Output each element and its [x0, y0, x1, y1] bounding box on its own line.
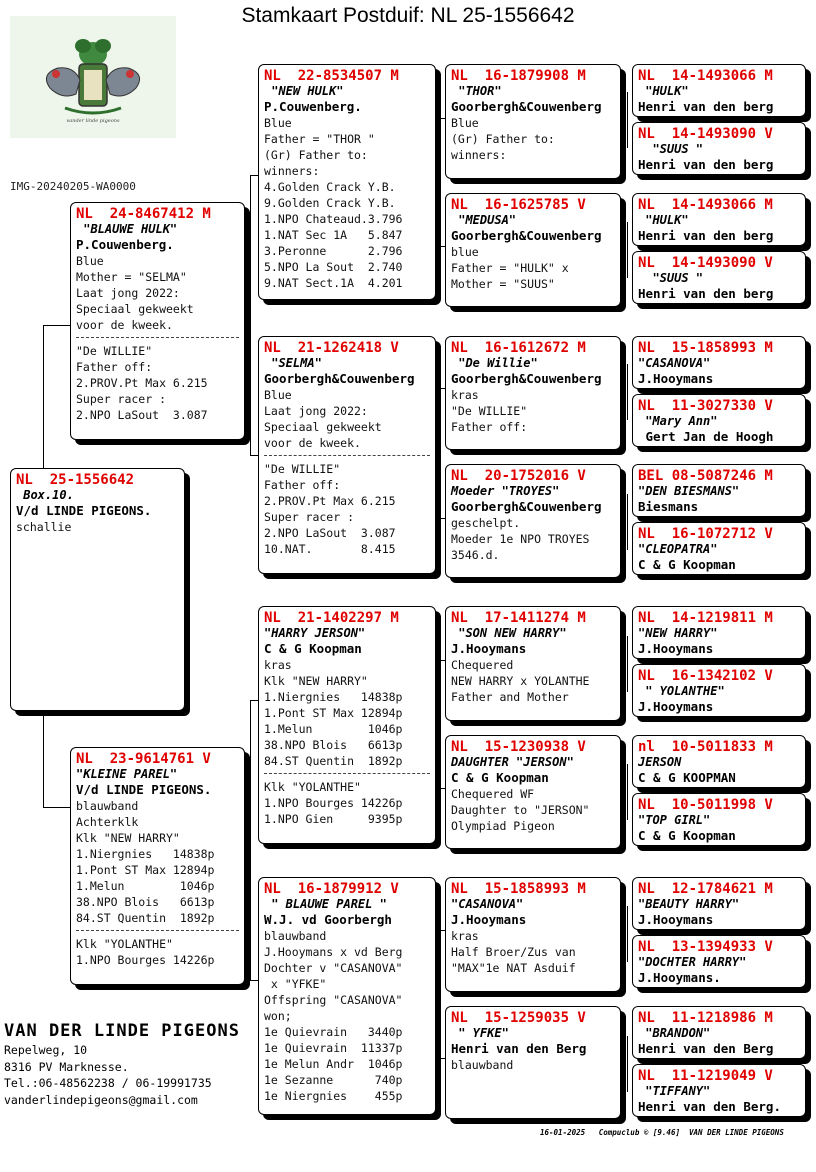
info-line: kras	[451, 388, 479, 402]
owner-name: Henri van den Berg.	[638, 1099, 781, 1114]
pigeon-card-g11[interactable]	[632, 735, 806, 788]
owner-name: J.Hooymans	[451, 641, 527, 656]
pigeon-card-mfm[interactable]	[445, 735, 621, 849]
pigeon-card-fmf[interactable]	[445, 336, 621, 450]
owner-name: V/d LINDE PIGEONS.	[16, 503, 152, 518]
connector	[627, 92, 628, 148]
owner-name: Henri van den berg	[638, 157, 774, 172]
owner-name: W.J. vd Goorbergh	[264, 912, 392, 927]
ring-number: NL 16-1612672 M	[451, 340, 586, 356]
ring-number: NL 14-1219811 M	[638, 610, 773, 626]
pigeon-card-g3[interactable]	[632, 193, 806, 246]
connector	[250, 175, 251, 455]
info-line: Father off:	[264, 478, 341, 492]
info-line: winners:	[264, 164, 320, 178]
owner-name: C & G Koopman	[264, 641, 362, 656]
connector	[43, 325, 44, 468]
info-line: 84.ST Quentin 1892p	[264, 754, 403, 768]
pigeon-card-mf[interactable]	[258, 606, 436, 844]
ring-number: NL 14-1493090 V	[638, 126, 773, 142]
info-line: Klk "YOLANTHE"	[264, 780, 361, 794]
divider	[76, 930, 239, 932]
pigeon-name: "CASANOVA"	[451, 897, 524, 911]
pigeon-name: Box.10.	[16, 488, 74, 502]
info-line: blue	[451, 245, 479, 259]
ring-number: NL 25-1556642	[16, 472, 135, 488]
ring-number: NL 11-3027330 V	[638, 398, 773, 414]
connector	[250, 700, 258, 701]
info-line: Father off:	[451, 420, 528, 434]
info-line: 38.NPO Blois 6613p	[76, 895, 215, 909]
info-line: Half Broer/Zus van	[451, 945, 576, 959]
connector	[627, 364, 628, 420]
owner-name: Goorbergh&Couwenberg	[451, 228, 602, 243]
pigeon-card-ffm[interactable]	[445, 193, 621, 307]
owner-name: V/d LINDE PIGEONS.	[76, 782, 212, 797]
breeder-address	[4, 1020, 240, 1108]
address-line: 8316 PV Marknesse.	[4, 1059, 129, 1074]
pigeon-card-g13[interactable]	[632, 877, 806, 930]
ring-number: NL 17-1411274 M	[451, 610, 586, 626]
info-line: 5.NPO La Sout 2.740	[264, 260, 403, 274]
connector	[627, 636, 628, 692]
footer-credit: 16-01-2025 Compuclub © [9.46] VAN DER LINDE PIGEONS	[540, 1128, 784, 1137]
pigeon-crest-icon	[10, 16, 176, 138]
owner-name: C & G Koopman	[638, 557, 736, 572]
info-line: Father and Mother	[451, 690, 569, 704]
divider	[264, 773, 430, 775]
divider	[264, 455, 430, 457]
pigeon-card-mff[interactable]	[445, 606, 621, 721]
phone-line: Tel.:06-48562238 / 06-19991735	[4, 1076, 212, 1090]
ring-number: NL 15-1858993 M	[638, 340, 773, 356]
connector	[627, 764, 628, 820]
connector	[250, 175, 258, 176]
pigeon-card-fm[interactable]	[258, 336, 436, 574]
connector	[627, 906, 628, 962]
pigeon-name: "De Willie"	[451, 356, 538, 370]
ring-number: NL 16-1625785 V	[451, 197, 586, 213]
info-line: 2.PROV.Pt Max 6.215	[264, 494, 396, 508]
ring-number: NL 11-1219049 V	[638, 1068, 773, 1084]
pigeon-card-g14[interactable]	[632, 935, 806, 988]
connector	[250, 980, 258, 981]
owner-name: J.Hooymans.	[638, 970, 721, 985]
ring-number: NL 24-8467412 M	[76, 206, 211, 222]
pigeon-card-g2[interactable]	[632, 122, 806, 175]
pigeon-name: "SON NEW HARRY"	[451, 626, 567, 640]
connector	[439, 118, 440, 246]
info-line: Dochter v "CASANOVA"	[264, 961, 403, 975]
info-line: kras	[264, 658, 292, 672]
owner-name: C & G Koopman	[638, 828, 736, 843]
owner-name: Goorbergh&Couwenberg	[451, 99, 602, 114]
info-line: 1.Niergnies 14838p	[264, 690, 403, 704]
info-line: "De WILLIE"	[264, 462, 341, 476]
pigeon-name: "BEAUTY HARRY"	[638, 897, 740, 911]
pigeon-card-g15[interactable]	[632, 1006, 806, 1059]
pigeon-name: Moeder "TROYES"	[451, 484, 560, 498]
pigeon-card-g10[interactable]	[632, 664, 806, 717]
info-line: Blue	[264, 388, 292, 402]
club-logo	[10, 16, 176, 138]
info-line: 1e Quievrain 11337p	[264, 1041, 403, 1055]
pigeon-card-fmm[interactable]	[445, 464, 621, 578]
address-line: Repelweg, 10	[4, 1043, 88, 1057]
pigeon-name: "BLAUWE HULK"	[76, 222, 178, 236]
pigeon-card-father[interactable]	[70, 202, 245, 440]
info-line: 1.NAT Sec 1A 5.847	[264, 228, 403, 242]
info-line: Klk "NEW HARRY"	[264, 674, 368, 688]
info-line: Father = "THOR "	[264, 132, 375, 146]
pigeon-name: "NEW HARRY"	[638, 626, 718, 640]
info-line: 4.Golden Crack Y.B.	[264, 180, 396, 194]
info-line: won;	[264, 1009, 292, 1023]
pigeon-name: " YFKE"	[451, 1026, 509, 1040]
email-link[interactable]: vanderlindepigeons@gmail.com	[4, 1092, 198, 1107]
info-line: 1.NPO Bourges 14226p	[76, 953, 215, 967]
owner-name: Gert Jan de Hoogh	[638, 429, 774, 444]
ring-number: NL 22-8534507 M	[264, 68, 399, 84]
info-line: 84.ST Quentin 1892p	[76, 911, 215, 925]
info-line: 9.NAT Sect.1A 4.201	[264, 276, 403, 290]
pigeon-card-g12[interactable]	[632, 793, 806, 846]
info-line: "De WILLIE"	[76, 344, 153, 358]
owner-name: Goorbergh&Couwenberg	[264, 371, 415, 386]
owner-name: J.Hooymans	[638, 641, 714, 656]
breeder-name: VAN DER LINDE PIGEONS	[4, 1021, 240, 1041]
owner-name: Henri van den berg	[638, 228, 774, 243]
pigeon-name: "Mary Ann"	[638, 414, 718, 428]
info-line: 10.NAT. 8.415	[264, 542, 396, 556]
info-line: Speciaal gekweekt	[76, 302, 194, 316]
info-line: Super racer :	[264, 510, 355, 524]
info-line: NEW HARRY x YOLANTHE	[451, 674, 590, 688]
image-name: IMG-20240205-WA0000	[10, 180, 136, 193]
info-line: Chequered	[451, 658, 514, 672]
owner-name: Biesmans	[638, 499, 699, 514]
ring-number: NL 16-1342102 V	[638, 668, 773, 684]
info-line: x "YFKE"	[264, 977, 327, 991]
info-line: Super racer :	[76, 392, 167, 406]
info-line: 3546.d.	[451, 548, 500, 562]
pigeon-name: "TOP GIRL"	[638, 813, 711, 827]
owner-name: P.Couwenberg.	[76, 237, 174, 252]
owner-name: J.Hooymans	[638, 371, 714, 386]
pigeon-name: "THOR"	[451, 84, 502, 98]
info-line: 1.NPO Gien 9395p	[264, 812, 403, 826]
connector	[43, 807, 70, 808]
ring-number: NL 10-5011998 V	[638, 797, 773, 813]
connector	[627, 1036, 628, 1092]
ring-number: NL 23-9614761 V	[76, 751, 211, 767]
info-line: Chequered WF	[451, 787, 535, 801]
pigeon-card-root[interactable]	[10, 468, 185, 711]
owner-name: J.Hooymans	[638, 699, 714, 714]
info-line: 1.NPO Chateaud.3.796	[264, 212, 403, 226]
ring-number: BEL 08-5087246 M	[638, 468, 773, 484]
connector	[250, 700, 251, 980]
connector	[439, 930, 440, 1058]
pigeon-name: "KLEINE PAREL"	[76, 767, 178, 781]
info-line: blauwband	[451, 1058, 514, 1072]
ring-number: NL 14-1493066 M	[638, 68, 773, 84]
pigeon-card-g5[interactable]	[632, 336, 806, 389]
info-line: 38.NPO Blois 6613p	[264, 738, 403, 752]
pigeon-name: "SUUS "	[638, 271, 704, 285]
owner-name: Henri van den Berg	[451, 1041, 587, 1056]
pigeon-card-fff[interactable]	[445, 64, 621, 179]
pigeon-name: "MEDUSA"	[451, 213, 517, 227]
connector	[43, 712, 44, 807]
ring-number: NL 15-1230938 V	[451, 739, 586, 755]
info-line: 1.Niergnies 14838p	[76, 847, 215, 861]
info-line: Mother = "SELMA"	[76, 270, 187, 284]
pigeon-name: "SELMA"	[264, 356, 322, 370]
info-line: 1.NPO Bourges 14226p	[264, 796, 403, 810]
pigeon-card-g7[interactable]	[632, 464, 806, 517]
pigeon-name: "CASANOVA"	[638, 356, 711, 370]
pigeon-card-g6[interactable]	[632, 394, 806, 447]
info-line: blauwband	[264, 929, 327, 943]
info-line: 1e Quievrain 3440p	[264, 1025, 403, 1039]
ring-number: NL 15-1858993 M	[451, 881, 586, 897]
ring-number: NL 16-1879908 M	[451, 68, 586, 84]
ring-number: NL 11-1218986 M	[638, 1010, 773, 1026]
info-line: 1.Melun 1046p	[76, 879, 215, 893]
info-line: 2.PROV.Pt Max 6.215	[76, 376, 208, 390]
info-line: geschelpt.	[451, 516, 521, 530]
pigeon-card-mmm[interactable]	[445, 1006, 621, 1119]
owner-name: C & G Koopman	[451, 770, 549, 785]
pigeon-card-mmf[interactable]	[445, 877, 621, 992]
pigeon-name: "HULK"	[638, 84, 689, 98]
ring-number: NL 15-1259035 V	[451, 1010, 586, 1026]
owner-name: Henri van den Berg	[638, 1041, 774, 1056]
pigeon-name: "BRANDON"	[638, 1026, 711, 1040]
pigeon-card-ff[interactable]	[258, 64, 436, 300]
info-line: kras	[451, 929, 479, 943]
ring-number: NL 16-1879912 V	[264, 881, 399, 897]
ring-number: NL 12-1784621 M	[638, 881, 773, 897]
info-line: "De WILLIE"	[451, 404, 528, 418]
info-line: winners:	[451, 148, 507, 162]
ring-number: NL 21-1402297 M	[264, 610, 399, 626]
info-line: 1e Melun Andr 1046p	[264, 1057, 403, 1071]
info-line: blauwband	[76, 799, 139, 813]
owner-name: Goorbergh&Couwenberg	[451, 371, 602, 386]
connector	[627, 222, 628, 278]
ring-number: NL 16-1072712 V	[638, 526, 773, 542]
info-line: Blue	[76, 254, 104, 268]
info-line: Moeder 1e NPO TROYES	[451, 532, 590, 546]
connector	[250, 455, 258, 456]
connector	[439, 388, 440, 518]
connector	[439, 660, 440, 788]
owner-name: Henri van den berg	[638, 99, 774, 114]
pigeon-name: " YOLANTHE"	[638, 684, 725, 698]
info-line: Olympiad Pigeon	[451, 819, 555, 833]
info-line: 1e Niergnies 455p	[264, 1089, 403, 1103]
divider	[76, 337, 239, 339]
info-line: 1.Melun 1046p	[264, 722, 403, 736]
pigeon-name: " BLAUWE PAREL "	[264, 897, 387, 911]
info-line: 9.Golden Crack Y.B.	[264, 196, 396, 210]
pigeon-name: "DEN BIESMANS"	[638, 484, 740, 498]
info-line: voor de kweek.	[76, 318, 173, 332]
owner-name: Goorbergh&Couwenberg	[451, 499, 602, 514]
info-line: Offspring "CASANOVA"	[264, 993, 403, 1007]
info-line: Achterklk	[76, 815, 139, 829]
pigeon-name: "NEW HULK"	[264, 84, 344, 98]
owner-name: Henri van den berg	[638, 286, 774, 301]
info-line: Daughter to "JERSON"	[451, 803, 590, 817]
info-line: 3.Peronne 2.796	[264, 244, 403, 258]
page-title: Stamkaart Postduif: NL 25-1556642	[241, 4, 575, 27]
info-line: schallie	[16, 520, 72, 534]
ring-number: NL 21-1262418 V	[264, 340, 399, 356]
pigeon-card-mother[interactable]	[70, 747, 245, 985]
pigeon-card-mm[interactable]	[258, 877, 436, 1115]
pigeon-card-g4[interactable]	[632, 251, 806, 304]
pigeon-card-g9[interactable]	[632, 606, 806, 659]
pigeon-card-g1[interactable]	[632, 64, 806, 117]
ring-number: NL 14-1493090 V	[638, 255, 773, 271]
info-line: Laat jong 2022:	[264, 404, 368, 418]
pigeon-name: "TIFFANY"	[638, 1084, 711, 1098]
ring-number: nl 10-5011833 M	[638, 739, 773, 755]
info-line: "MAX"1e NAT Asduif	[451, 961, 576, 975]
ring-number: NL 13-1394933 V	[638, 939, 773, 955]
info-line: Laat jong 2022:	[76, 286, 180, 300]
info-line: Father off:	[76, 360, 153, 374]
logo-text: vander linde pigeons	[66, 118, 120, 124]
connector	[627, 494, 628, 550]
info-line: voor de kweek.	[264, 436, 361, 450]
info-line: 1.Pont ST Max 12894p	[76, 863, 215, 877]
owner-name: J.Hooymans	[451, 912, 527, 927]
info-line: Speciaal gekweekt	[264, 420, 382, 434]
pigeon-name: "HARRY JERSON"	[264, 626, 366, 640]
pigeon-card-g16[interactable]	[632, 1064, 806, 1117]
info-line: Klk "NEW HARRY"	[76, 831, 180, 845]
owner-name: C & G KOOPMAN	[638, 770, 736, 785]
pigeon-card-g8[interactable]	[632, 522, 806, 575]
info-line: 2.NPO LaSout 3.087	[76, 408, 208, 422]
connector	[43, 325, 70, 326]
info-line: Blue	[264, 116, 292, 130]
owner-name: P.Couwenberg.	[264, 99, 362, 114]
info-line: J.Hooymans x vd Berg	[264, 945, 403, 959]
info-line: 1e Sezanne 740p	[264, 1073, 403, 1087]
info-line: (Gr) Father to:	[451, 132, 555, 146]
info-line: Father = "HULK" x	[451, 261, 569, 275]
pigeon-name: "HULK"	[638, 213, 689, 227]
info-line: Blue	[451, 116, 479, 130]
info-line: (Gr) Father to:	[264, 148, 368, 162]
info-line: Klk "YOLANTHE"	[76, 937, 173, 951]
info-line: 2.NPO LaSout 3.087	[264, 526, 396, 540]
info-line: 1.Pont ST Max 12894p	[264, 706, 403, 720]
pigeon-name: JERSON	[638, 755, 682, 769]
pigeon-name: DAUGHTER "JERSON"	[451, 755, 574, 769]
pigeon-name: "SUUS "	[638, 142, 704, 156]
info-line: Mother = "SUUS"	[451, 277, 555, 291]
ring-number: NL 14-1493066 M	[638, 197, 773, 213]
pigeon-name: "CLEOPATRA"	[638, 542, 718, 556]
pigeon-name: "DOCHTER HARRY"	[638, 955, 747, 969]
ring-number: NL 20-1752016 V	[451, 468, 586, 484]
owner-name: J.Hooymans	[638, 912, 714, 927]
